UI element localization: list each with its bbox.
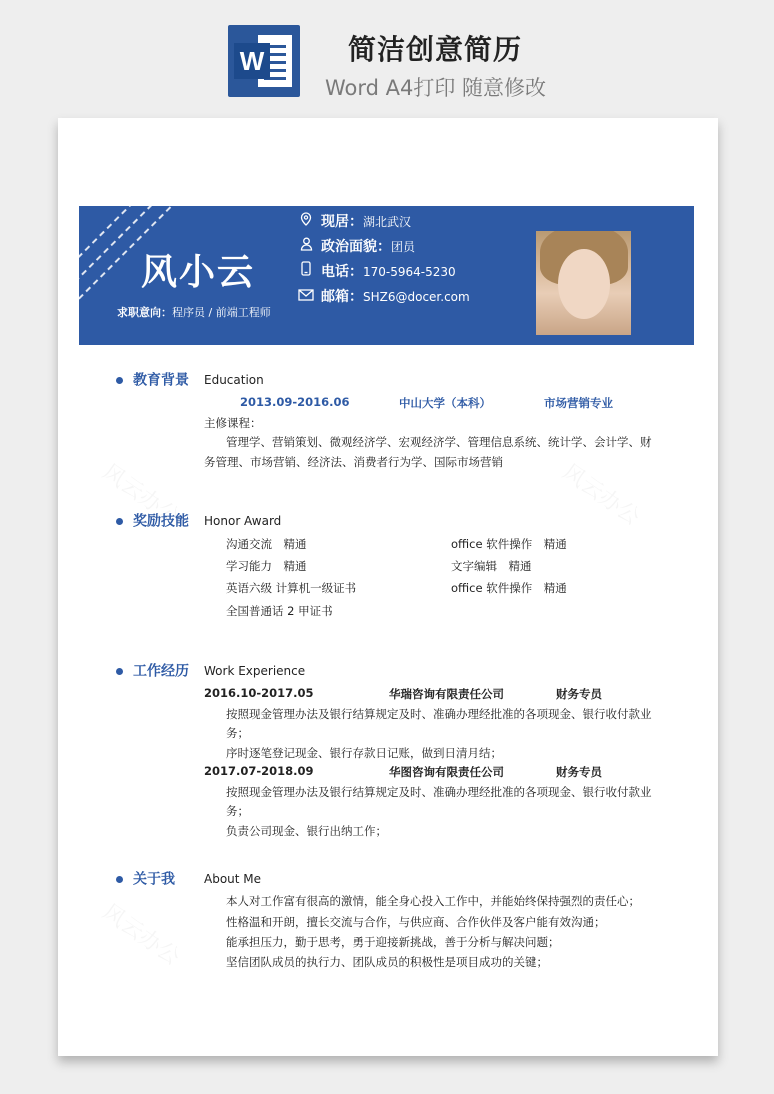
- email-label: 邮箱：: [321, 289, 363, 305]
- skill-item: 沟通交流 精通: [226, 537, 307, 551]
- job-duty: 负责公司现金、银行出纳工作；: [226, 824, 387, 838]
- phone-label: 电话：: [321, 264, 363, 280]
- edu-major: 市场营销专业: [544, 396, 613, 410]
- courses-line: 管理学、营销策划、微观经济学、宏观经济学、管理信息系统、统计学、会计学、财: [226, 435, 652, 449]
- skill-item: 学习能力 精通: [226, 559, 307, 573]
- section-title-en: About Me: [204, 872, 262, 886]
- section-about: [116, 869, 262, 889]
- courses-line: 务管理、市场营销、经济法、消费者行为学、国际市场营销: [204, 455, 503, 469]
- word-letter: W: [234, 43, 270, 79]
- candidate-name: 风小云: [141, 252, 256, 293]
- profile-banner: [79, 206, 694, 345]
- section-title: 奖励技能: [133, 513, 189, 530]
- job-company: 华图咨询有限责任公司: [389, 765, 504, 779]
- job-intent-value: 程序员 / 前端工程师: [172, 306, 271, 319]
- job-period: 2016.10-2017.05: [204, 686, 314, 700]
- info-residence: [297, 211, 411, 233]
- mail-icon: [297, 287, 315, 309]
- political-value: 团员: [391, 240, 416, 254]
- info-political: [297, 236, 415, 258]
- section-title-en: Education: [204, 373, 264, 387]
- email-value: SHZ6@docer.com: [363, 290, 470, 304]
- skill-item: 英语六级 计算机一级证书: [226, 581, 357, 595]
- job-intent: [117, 304, 271, 320]
- skill-item: office 软件操作 精通: [451, 537, 567, 551]
- info-phone: [297, 261, 456, 283]
- profile-photo: [536, 231, 631, 335]
- job-duty: 务；: [226, 804, 249, 818]
- job-duty: 务；: [226, 726, 249, 740]
- courses-label: 主修课程：: [204, 416, 262, 430]
- page-title: 简洁创意简历: [348, 33, 523, 66]
- watermark: [557, 456, 647, 532]
- about-line: 能承担压力，勤于思考，勇于迎接新挑战，善于分析与解决问题；: [226, 935, 560, 949]
- job-duty: 序时逐笔登记现金、银行存款日记账，做到日清月结；: [226, 746, 502, 760]
- skill-item: 文字编辑 精通: [451, 559, 532, 573]
- location-icon: [297, 212, 315, 234]
- about-line: 本人对工作富有很高的激情，能全身心投入工作中，并能始终保持强烈的责任心；: [226, 894, 640, 908]
- job-duty: 按照现金管理办法及银行结算规定及时、准确办理经批准的各项现金、银行收付款业: [226, 707, 652, 721]
- skill-item: office 软件操作 精通: [451, 581, 567, 595]
- word-app-icon: [228, 25, 300, 97]
- about-line: 坚信团队成员的执行力、团队成员的积极性是项目成功的关键；: [226, 955, 548, 969]
- job-intent-label: 求职意向：: [117, 306, 172, 319]
- section-title-en: Work Experience: [204, 664, 306, 678]
- person-icon: [297, 237, 315, 259]
- section-skills: [116, 511, 282, 531]
- edu-school: 中山大学（本科）: [399, 396, 491, 410]
- info-email: [297, 286, 470, 308]
- residence-label: 现居：: [321, 214, 363, 230]
- page-subtitle: Word A4打印 随意修改: [325, 76, 547, 100]
- section-title: 关于我: [133, 871, 175, 888]
- section-title: 教育背景: [133, 372, 189, 389]
- bullet-icon: [116, 876, 123, 883]
- watermark: [97, 896, 187, 972]
- resume-sheet: [58, 118, 718, 1056]
- bullet-icon: [116, 377, 123, 384]
- skill-item: 全国普通话 2 甲证书: [226, 604, 333, 618]
- section-education: [116, 370, 264, 390]
- bullet-icon: [116, 518, 123, 525]
- edu-period: 2013.09-2016.06: [240, 395, 350, 409]
- phone-value: 170-5964-5230: [363, 265, 456, 279]
- job-duty: 按照现金管理办法及银行结算规定及时、准确办理经批准的各项现金、银行收付款业: [226, 785, 652, 799]
- phone-icon: [297, 261, 315, 284]
- job-period: 2017.07-2018.09: [204, 764, 314, 778]
- job-role: 财务专员: [556, 687, 602, 701]
- about-line: 性格温和开朗，擅长交流与合作，与供应商、合作伙伴及客户能有效沟通；: [226, 915, 606, 929]
- job-company: 华瑞咨询有限责任公司: [389, 687, 504, 701]
- section-work: [116, 661, 306, 681]
- section-title-en: Honor Award: [204, 514, 282, 528]
- job-role: 财务专员: [556, 765, 602, 779]
- section-title: 工作经历: [133, 663, 189, 680]
- bullet-icon: [116, 668, 123, 675]
- residence-value: 湖北武汉: [363, 215, 412, 229]
- political-label: 政治面貌：: [321, 239, 391, 255]
